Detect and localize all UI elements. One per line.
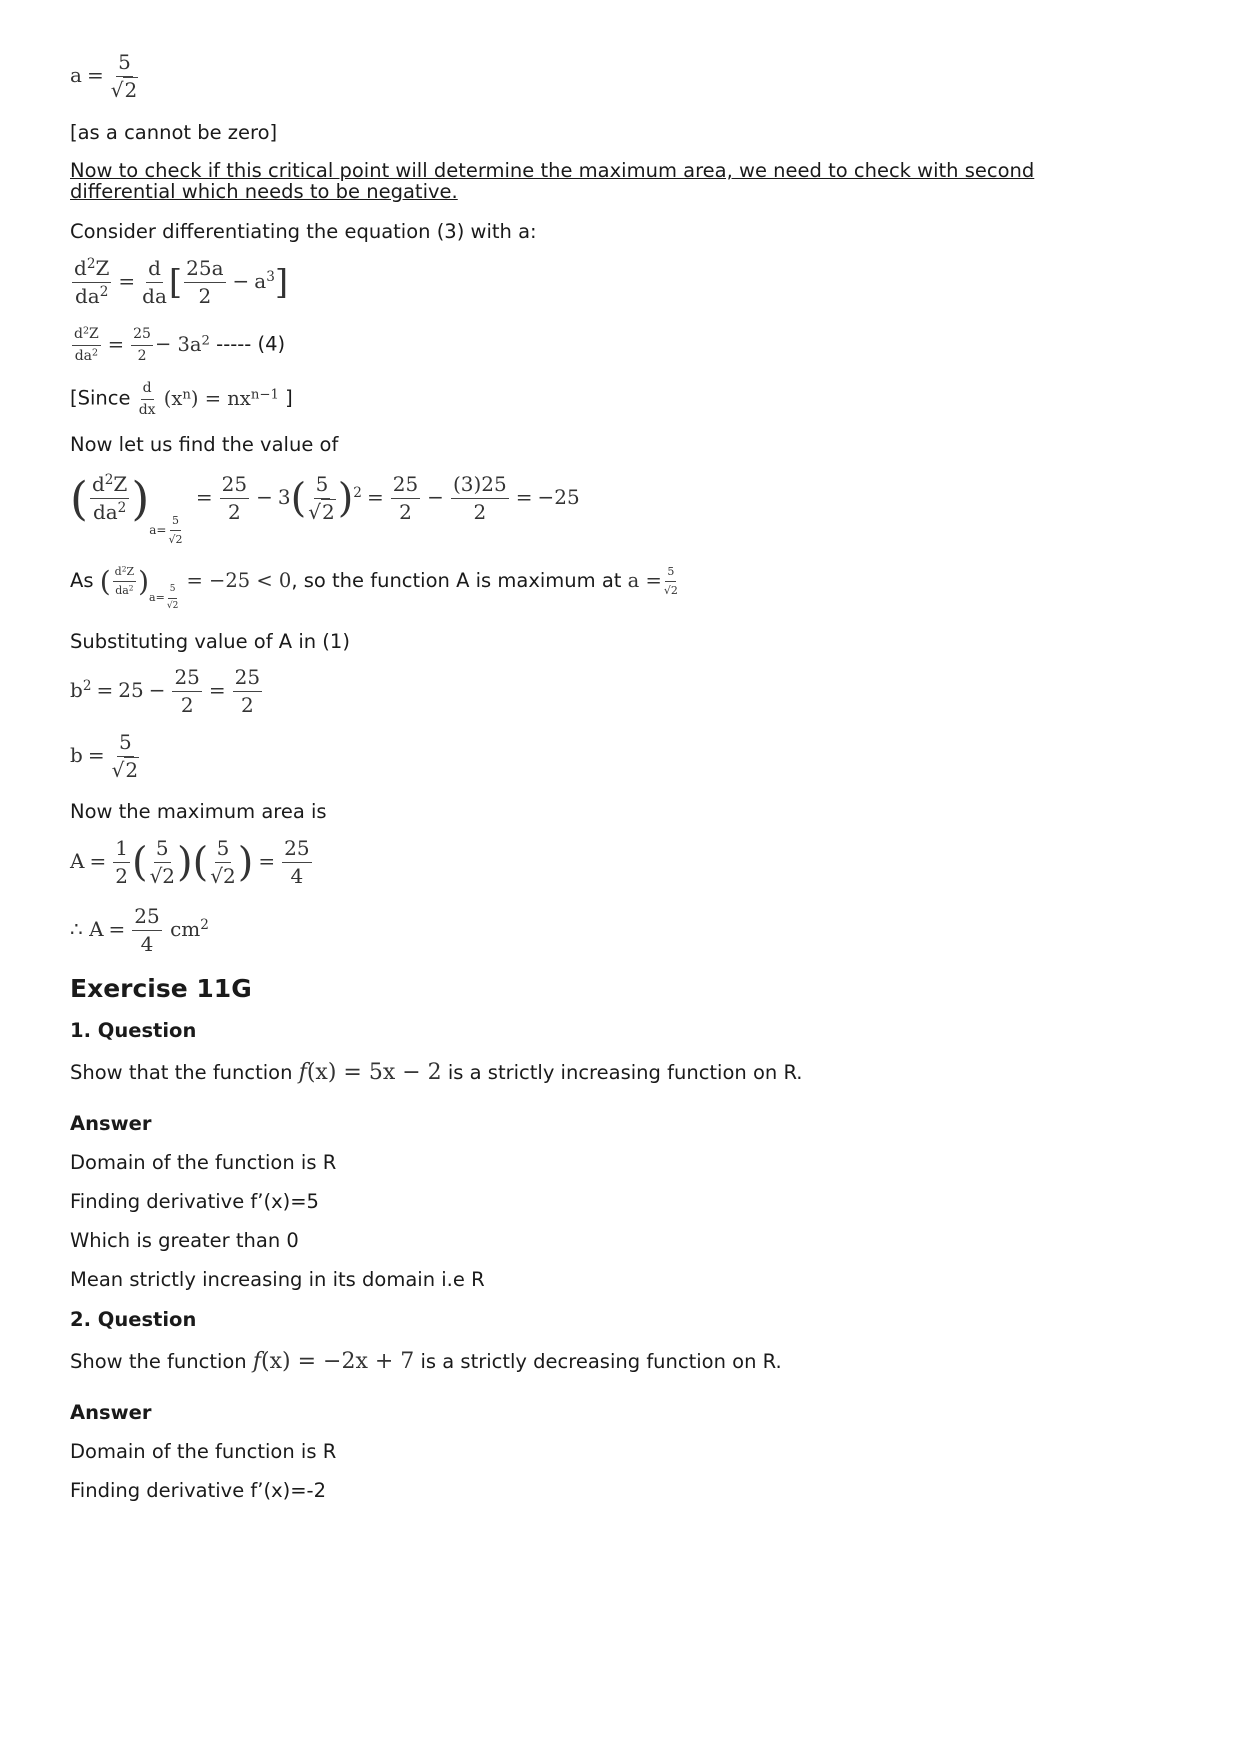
q1-answer-line: Mean strictly increasing in its domain i.e R [70, 1268, 485, 1291]
max-area-text: Now the maximum area is [70, 800, 327, 823]
question-1-answer-heading: Answer [70, 1112, 152, 1135]
find-value-text: Now let us find the value of [70, 433, 339, 456]
second-derivative-note: Now to check if this critical point will determine the maximum area, we need to check with second differential which needs to be negative. [70, 159, 1035, 203]
equation-b-value: b = $\frac{5}{√2}$ [70, 730, 139, 782]
q1-answer-line: Which is greater than 0 [70, 1229, 299, 1252]
q2-answer-line: Finding derivative f’(x)=-2 [70, 1479, 327, 1502]
equation-area-result: ∴ A = $\frac{25}{4}$ $cm^2$ [70, 904, 209, 956]
question-2-heading: 2. Question [70, 1308, 197, 1331]
question-2-prompt: Show the function f(x) = −2x + 7 is a strictly decreasing function on R. [70, 1349, 782, 1374]
equation-second-derivative: $\frac{d^2Z}{da^2}$ = $\frac{d}{da}$ [ $\frac{25a}{2}$ − $a^3$] [74, 256, 289, 308]
q1-answer-line: Finding derivative f’(x)=5 [70, 1190, 319, 1213]
equation-a-value: a = $\frac{5}{√2}$ [70, 50, 138, 102]
equation-4: $\frac{d^2Z}{da^2}$ = $\frac{25}{2}$ − $3a^2$ ----- (4) [74, 325, 286, 364]
maximum-conclusion: As ( $\frac{d^2Z}{da^2}$ )$_{a= \frac{5}{√2}}$ = −25 < 0, so the function A is maximum at a = $\frac{5}{√2}$ [70, 564, 678, 611]
equation-4-tag: ----- (4) [216, 332, 286, 356]
power-rule-note: [Since $\frac{d}{dx}$ $(x^n) = nx^{n-1}$ ] [70, 380, 293, 418]
question-1-heading: 1. Question [70, 1019, 197, 1042]
exercise-title: Exercise 11G [70, 974, 252, 1003]
question-1-prompt: Show that the function f(x) = 5x − 2 is a strictly increasing function on R. [70, 1060, 803, 1085]
question-2-answer-heading: Answer [70, 1401, 152, 1424]
note-a-nonzero: [as a cannot be zero] [70, 121, 278, 144]
equation-b-squared: $b^2 = 25$ − $\frac{25}{2}$ = $\frac{25}{2}$ [70, 665, 261, 717]
q1-answer-line: Domain of the function is R [70, 1151, 337, 1174]
substituting-text: Substituting value of A in (1) [70, 630, 350, 653]
q2-answer-line: Domain of the function is R [70, 1440, 337, 1463]
equation-area: A = $\frac{1}{2}$ ( $\frac{5}{√2}$ )( $\frac{5}{√2}$ ) = $\frac{25}{4}$ [70, 836, 310, 888]
consider-text: Consider differentiating the equation (3) with a: [70, 220, 537, 243]
equation-evaluate-second-derivative: ( $\frac{d^2Z}{da^2}$ )a= 5 √2 = $\frac{25}{2}$ − 3( $\frac{5}{√2}$ )$^2$ = $\frac{25}{2}$ − $\frac{(3)25}{2}$ = −25 [70, 471, 580, 546]
